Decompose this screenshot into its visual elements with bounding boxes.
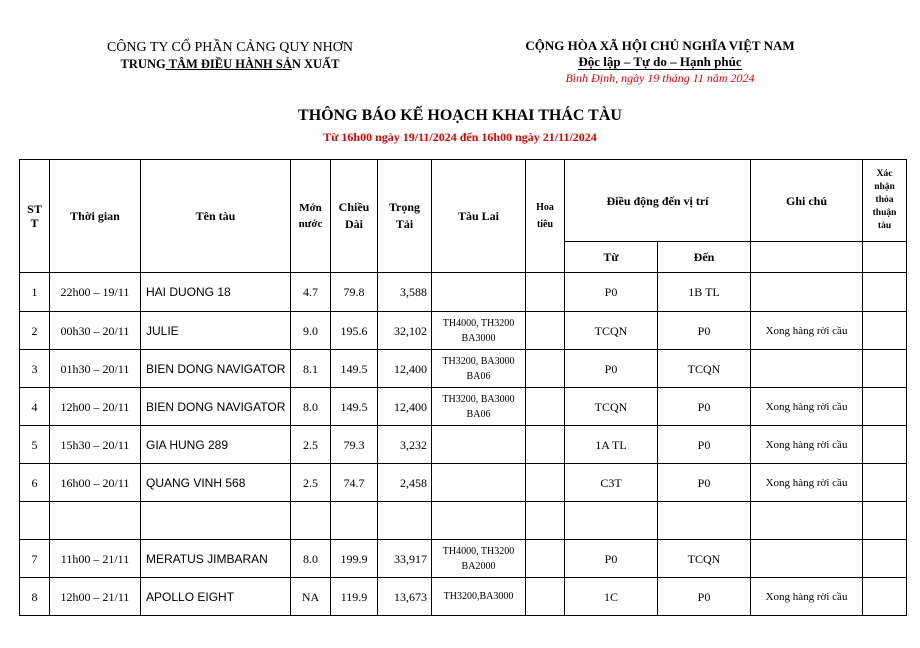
cell-from: TCQN: [565, 388, 658, 426]
col-tonnage: Trọng Tải: [378, 160, 432, 273]
cell-to: TCQN: [658, 540, 751, 578]
cell-note: Xong hàng rời cầu: [751, 388, 863, 426]
col-from: Từ: [565, 242, 658, 273]
cell-confirm: [863, 578, 907, 616]
table-row: [20, 578, 907, 616]
cell-tonnage: 3,232: [378, 426, 432, 464]
cell-from: TCQN: [565, 312, 658, 350]
cell-from: C3T: [565, 464, 658, 502]
ship-schedule-table: [19, 159, 907, 616]
col-time: Thời gian: [50, 160, 141, 273]
col-stt: STT: [20, 160, 50, 273]
cell-time: 12h00 – 20/11: [50, 388, 141, 426]
cell-tonnage: 32,102: [378, 312, 432, 350]
cell-pilot: [526, 426, 565, 464]
cell-time: 01h30 – 20/11: [50, 350, 141, 388]
table-row: [20, 464, 907, 502]
table-header-row: [20, 160, 907, 242]
cell-ship: GIA HUNG 289: [141, 426, 291, 464]
cell-to: P0: [658, 578, 751, 616]
cell-draft: [291, 502, 331, 540]
cell-pilot: [526, 578, 565, 616]
cell-draft: NA: [291, 578, 331, 616]
document-subtitle: Từ 16h00 ngày 19/11/2024 đến 16h00 ngày 21/11/2024: [323, 130, 597, 144]
cell-length: 74.7: [331, 464, 378, 502]
cell-tonnage: 12,400: [378, 388, 432, 426]
cell-length: 195.6: [331, 312, 378, 350]
col-confirm-blank: [863, 242, 907, 273]
national-motto: Độc lập – Tự do – Hạnh phúc: [578, 54, 742, 69]
cell-stt: 2: [20, 312, 50, 350]
cell-note: [751, 350, 863, 388]
cell-from: P0: [565, 350, 658, 388]
cell-stt: 1: [20, 273, 50, 312]
cell-length: 79.8: [331, 273, 378, 312]
cell-note: Xong hàng rời cầu: [751, 426, 863, 464]
cell-pilot: [526, 273, 565, 312]
cell-tonnage: 3,588: [378, 273, 432, 312]
republic-name: CỘNG HÒA XÃ HỘI CHỦ NGHĨA VIỆT NAM: [525, 38, 795, 53]
cell-stt: 8: [20, 578, 50, 616]
col-note-blank: [751, 242, 863, 273]
cell-tug: [432, 502, 526, 540]
table-row: [20, 426, 907, 464]
cell-length: 119.9: [331, 578, 378, 616]
cell-from: 1C: [565, 578, 658, 616]
cell-time: 16h00 – 20/11: [50, 464, 141, 502]
cell-length: [331, 502, 378, 540]
cell-confirm: [863, 502, 907, 540]
cell-note: Xong hàng rời cầu: [751, 578, 863, 616]
cell-from: P0: [565, 273, 658, 312]
company-name: CÔNG TY CỔ PHẦN CẢNG QUY NHƠN: [106, 40, 354, 55]
cell-to: P0: [658, 388, 751, 426]
center-name: TRUNG TÂM ĐIỀU HÀNH SẢN XUẤT: [120, 57, 340, 71]
col-tug: Tàu Lai: [432, 160, 526, 273]
col-pilot: Hoa tiêu: [526, 160, 565, 273]
cell-to: [658, 502, 751, 540]
col-note: Ghi chú: [751, 160, 863, 242]
cell-ship: QUANG VINH 568: [141, 464, 291, 502]
cell-to: 1B TL: [658, 273, 751, 312]
cell-length: 149.5: [331, 350, 378, 388]
col-to: Đến: [658, 242, 751, 273]
cell-time: 12h00 – 21/11: [50, 578, 141, 616]
company-header: [60, 40, 400, 72]
cell-note: Xong hàng rời cầu: [751, 464, 863, 502]
cell-ship: APOLLO EIGHT: [141, 578, 291, 616]
cell-confirm: [863, 426, 907, 464]
cell-time: [50, 502, 141, 540]
cell-from: 1A TL: [565, 426, 658, 464]
cell-draft: 9.0: [291, 312, 331, 350]
cell-pilot: [526, 502, 565, 540]
cell-from: [565, 502, 658, 540]
document-date: Bình Định, ngày 19 tháng 11 năm 2024: [565, 71, 755, 85]
col-ship: Tên tàu: [141, 160, 291, 273]
cell-tonnage: 33,917: [378, 540, 432, 578]
cell-tonnage: 2,458: [378, 464, 432, 502]
table-row: [20, 388, 907, 426]
cell-time: 22h00 – 19/11: [50, 273, 141, 312]
cell-draft: 8.0: [291, 540, 331, 578]
cell-note: [751, 273, 863, 312]
cell-to: P0: [658, 426, 751, 464]
cell-tug: TH3200, BA3000 BA06: [432, 350, 526, 388]
cell-ship: BIEN DONG NAVIGATOR: [141, 388, 291, 426]
col-length: Chiều Dài: [331, 160, 378, 273]
cell-stt: 6: [20, 464, 50, 502]
cell-time: 15h30 – 20/11: [50, 426, 141, 464]
table-row: [20, 350, 907, 388]
cell-length: 199.9: [331, 540, 378, 578]
cell-length: 149.5: [331, 388, 378, 426]
cell-confirm: [863, 540, 907, 578]
table-row: [20, 540, 907, 578]
national-header: [480, 38, 840, 86]
col-confirm: Xác nhận thỏa thuận tàu: [863, 160, 907, 242]
cell-confirm: [863, 350, 907, 388]
cell-pilot: [526, 312, 565, 350]
cell-pilot: [526, 388, 565, 426]
cell-tug: TH4000, TH3200 BA3000: [432, 312, 526, 350]
cell-tonnage: 12,400: [378, 350, 432, 388]
cell-from: P0: [565, 540, 658, 578]
cell-tonnage: [378, 502, 432, 540]
cell-tonnage: 13,673: [378, 578, 432, 616]
cell-ship: HAI DUONG 18: [141, 273, 291, 312]
cell-tug: [432, 464, 526, 502]
table-row: [20, 312, 907, 350]
cell-length: 79.3: [331, 426, 378, 464]
cell-note: [751, 540, 863, 578]
cell-pilot: [526, 350, 565, 388]
cell-stt: 5: [20, 426, 50, 464]
cell-confirm: [863, 388, 907, 426]
cell-confirm: [863, 273, 907, 312]
cell-stt: 3: [20, 350, 50, 388]
col-draft: Mớn nước: [291, 160, 331, 273]
table-row: [20, 273, 907, 312]
cell-ship: [141, 502, 291, 540]
cell-stt: 7: [20, 540, 50, 578]
cell-draft: 4.7: [291, 273, 331, 312]
cell-time: 00h30 – 20/11: [50, 312, 141, 350]
cell-tug: TH3200,BA3000: [432, 578, 526, 616]
cell-confirm: [863, 464, 907, 502]
cell-stt: 4: [20, 388, 50, 426]
cell-ship: BIEN DONG NAVIGATOR: [141, 350, 291, 388]
cell-pilot: [526, 464, 565, 502]
cell-ship: JULIE: [141, 312, 291, 350]
cell-tug: [432, 273, 526, 312]
cell-draft: 8.1: [291, 350, 331, 388]
document-title: THÔNG BÁO KẾ HOẠCH KHAI THÁC TÀU: [298, 107, 622, 124]
cell-to: P0: [658, 312, 751, 350]
cell-stt: [20, 502, 50, 540]
cell-confirm: [863, 312, 907, 350]
cell-draft: 8.0: [291, 388, 331, 426]
cell-tug: TH3200, BA3000 BA06: [432, 388, 526, 426]
cell-note: [751, 502, 863, 540]
cell-to: P0: [658, 464, 751, 502]
cell-ship: MERATUS JIMBARAN: [141, 540, 291, 578]
cell-draft: 2.5: [291, 426, 331, 464]
cell-pilot: [526, 540, 565, 578]
cell-time: 11h00 – 21/11: [50, 540, 141, 578]
cell-tug: [432, 426, 526, 464]
cell-draft: 2.5: [291, 464, 331, 502]
cell-tug: TH4000, TH3200 BA2000: [432, 540, 526, 578]
col-move: Điều động đến vị trí: [565, 160, 751, 242]
cell-to: TCQN: [658, 350, 751, 388]
cell-note: Xong hàng rời cầu: [751, 312, 863, 350]
table-row: [20, 502, 907, 540]
